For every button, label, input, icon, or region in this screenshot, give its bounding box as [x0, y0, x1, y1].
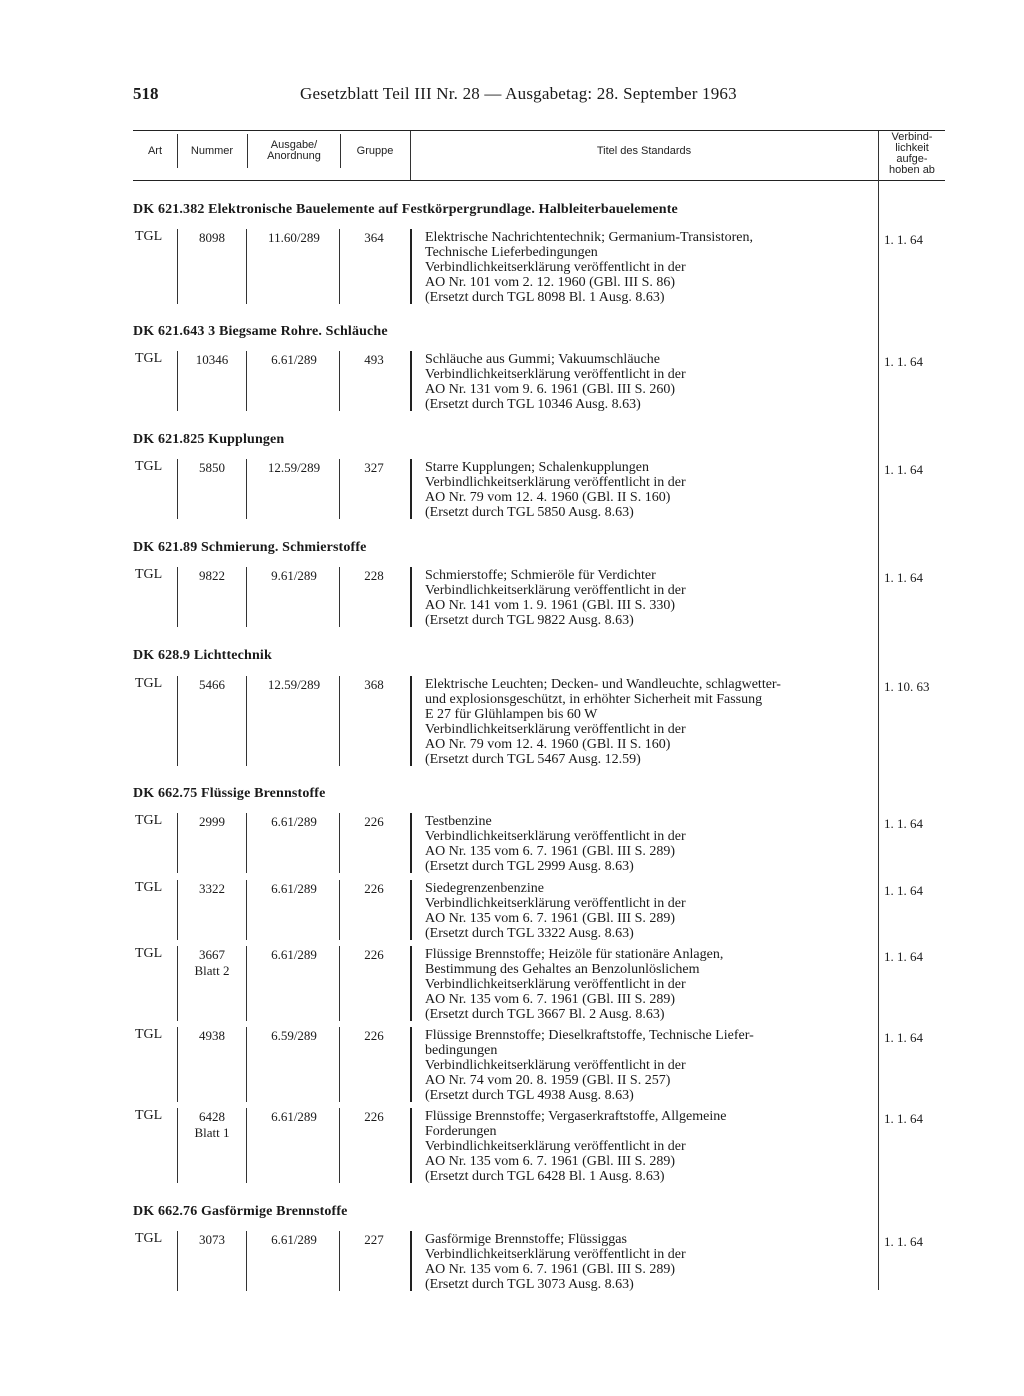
row-gruppe: 227 — [364, 1232, 384, 1247]
column-separator — [339, 351, 340, 411]
row-nummer-line: 9822 — [199, 568, 225, 583]
row-date: 1. 1. 64 — [884, 354, 923, 369]
row-nummer-line: 4938 — [199, 1028, 225, 1043]
row-nummer-line: 8098 — [199, 230, 225, 245]
row-date: 1. 1. 64 — [884, 883, 923, 898]
header-gruppe: Gruppe — [356, 145, 394, 157]
column-separator — [410, 676, 412, 766]
row-title-line: Testbenzine — [425, 814, 492, 829]
section-heading: DK 662.76 Gasförmige Brennstoffe — [133, 1204, 348, 1219]
row-title-line: (Ersetzt durch TGL 3667 Bl. 2 Ausg. 8.63) — [425, 1007, 665, 1022]
row-art: TGL — [135, 676, 163, 691]
row-title-line: Verbindlichkeitserklärung veröffentlicht in der — [425, 1058, 686, 1073]
column-separator — [410, 351, 412, 411]
row-title-line: Flüssige Brennstoffe; Heizöle für stationäre Anlagen, — [425, 947, 724, 962]
row-ausgabe: 11.60/289 — [268, 230, 320, 245]
row-nummer-line: 6428 — [199, 1109, 225, 1124]
table-top-rule — [133, 130, 945, 131]
row-title-line: (Ersetzt durch TGL 6428 Bl. 1 Ausg. 8.63) — [425, 1169, 665, 1184]
section-heading: DK 628.9 Lichttechnik — [133, 648, 272, 663]
row-art: TGL — [135, 229, 163, 244]
row-gruppe: 226 — [364, 814, 384, 829]
row-gruppe: 493 — [364, 352, 384, 367]
row-art: TGL — [135, 567, 163, 582]
column-separator — [246, 1108, 247, 1183]
column-separator — [177, 946, 178, 1021]
row-nummer — [178, 352, 246, 368]
row-title-line: AO Nr. 135 vom 6. 7. 1961 (GBl. III S. 289) — [425, 992, 676, 1007]
row-art: TGL — [135, 880, 163, 895]
row-title-line: (Ersetzt durch TGL 3073 Ausg. 8.63) — [425, 1277, 634, 1292]
row-art: TGL — [135, 351, 163, 366]
column-separator — [246, 459, 247, 519]
row-art: TGL — [135, 813, 163, 828]
column-separator — [246, 351, 247, 411]
column-separator — [410, 880, 412, 940]
row-nummer — [178, 677, 246, 693]
row-gruppe: 226 — [364, 1109, 384, 1124]
row-title-line: Verbindlichkeitserklärung veröffentlicht in der — [425, 829, 686, 844]
column-separator — [246, 1027, 247, 1102]
page-number: 518 — [133, 84, 159, 103]
column-separator — [339, 229, 340, 304]
row-title — [425, 947, 870, 1022]
row-title-line: Verbindlichkeitserklärung veröffentlicht in der — [425, 722, 686, 737]
row-title-line: AO Nr. 74 vom 20. 8. 1959 (GBl. II S. 257) — [425, 1073, 671, 1088]
column-separator — [177, 459, 178, 519]
column-separator — [177, 1108, 178, 1183]
row-gruppe: 226 — [364, 1028, 384, 1043]
section-heading: DK 662.75 Flüssige Brennstoffe — [133, 786, 326, 801]
row-gruppe: 226 — [364, 947, 384, 962]
section-heading: DK 621.382 Elektronische Bauelemente auf Festkörpergrundlage. Halbleiterbauelemente — [133, 202, 678, 217]
row-ausgabe: 6.61/289 — [271, 814, 317, 829]
row-nummer — [178, 460, 246, 476]
row-title-line: Elektrische Nachrichtentechnik; Germanium-Transistoren, — [425, 230, 753, 245]
section-heading: DK 621.643 3 Biegsame Rohre. Schläuche — [133, 324, 388, 339]
row-date: 1. 10. 63 — [884, 679, 930, 694]
header-ausgabe-line-1: Ausgabe/ — [270, 139, 318, 151]
row-date: 1. 1. 64 — [884, 570, 923, 585]
row-title-line: (Ersetzt durch TGL 8098 Bl. 1 Ausg. 8.63) — [425, 290, 665, 305]
column-separator — [246, 229, 247, 304]
row-art: TGL — [135, 946, 163, 961]
column-separator — [410, 1027, 412, 1102]
row-ausgabe: 6.61/289 — [271, 947, 317, 962]
row-date: 1. 1. 64 — [884, 816, 923, 831]
column-separator — [177, 676, 178, 766]
column-separator — [410, 459, 412, 519]
row-title-line: (Ersetzt durch TGL 4938 Ausg. 8.63) — [425, 1088, 634, 1103]
row-date: 1. 1. 64 — [884, 949, 923, 964]
row-ausgabe: 6.59/289 — [271, 1028, 317, 1043]
row-title-line: Flüssige Brennstoffe; Vergaserkraftstoffe, Allgemeine — [425, 1109, 727, 1124]
row-title-line: Technische Lieferbedingungen — [425, 245, 598, 260]
column-separator — [339, 1108, 340, 1183]
header-verbindlichkeit-line-2: lichkeit — [895, 142, 929, 154]
row-title-line: AO Nr. 131 vom 9. 6. 1961 (GBl. III S. 260) — [425, 382, 676, 397]
column-separator — [339, 1231, 340, 1291]
row-title — [425, 881, 870, 941]
row-title-line: Schläuche aus Gummi; Vakuumschläuche — [425, 352, 660, 367]
row-title-line: Gasförmige Brennstoffe; Flüssiggas — [425, 1232, 627, 1247]
column-separator — [339, 1027, 340, 1102]
table-header-rule — [133, 180, 945, 181]
row-title-line: Bestimmung des Gehaltes an Benzolunlöslichem — [425, 962, 700, 977]
header-verbindlichkeit-line-3: aufge- — [896, 153, 928, 165]
header-nummer: Nummer — [190, 145, 234, 157]
column-separator — [339, 567, 340, 627]
row-date: 1. 1. 64 — [884, 462, 923, 477]
row-art: TGL — [135, 459, 163, 474]
row-title — [425, 568, 870, 628]
column-separator — [177, 567, 178, 627]
row-date: 1. 1. 64 — [884, 1234, 923, 1249]
row-title — [425, 1232, 870, 1292]
row-ausgabe: 6.61/289 — [271, 1232, 317, 1247]
row-nummer — [178, 230, 246, 246]
row-nummer-line: 10346 — [195, 352, 229, 367]
row-ausgabe: 12.59/289 — [267, 677, 321, 692]
row-ausgabe: 6.61/289 — [271, 881, 317, 896]
row-title-line: Forderungen — [425, 1124, 497, 1139]
header-verbindlichkeit-line-1: Verbind- — [891, 131, 933, 143]
row-title — [425, 230, 870, 305]
row-title-line: AO Nr. 101 vom 2. 12. 1960 (GBl. III S. 86) — [425, 275, 676, 290]
row-title-line: AO Nr. 135 vom 6. 7. 1961 (GBl. III S. 289) — [425, 1154, 676, 1169]
column-separator — [339, 880, 340, 940]
row-gruppe: 226 — [364, 881, 384, 896]
row-nummer-line: Blatt 2 — [194, 963, 230, 978]
row-date: 1. 1. 64 — [884, 1030, 923, 1045]
row-title-line: Elektrische Leuchten; Decken- und Wandleuchte, schlagwetter- — [425, 677, 781, 692]
header-verbindlichkeit-line-4: hoben ab — [889, 164, 935, 176]
column-separator — [246, 567, 247, 627]
row-ausgabe: 9.61/289 — [271, 568, 317, 583]
row-title-line: (Ersetzt durch TGL 9822 Ausg. 8.63) — [425, 613, 634, 628]
row-nummer — [178, 568, 246, 584]
row-title — [425, 677, 870, 767]
header-ausgabe — [248, 140, 340, 162]
row-ausgabe: 6.61/289 — [271, 1109, 317, 1124]
row-nummer-line: 2999 — [199, 814, 225, 829]
row-title-line: Verbindlichkeitserklärung veröffentlicht in der — [425, 260, 686, 275]
row-ausgabe: 6.61/289 — [271, 352, 317, 367]
row-gruppe: 228 — [364, 568, 384, 583]
section-heading: DK 621.89 Schmierung. Schmierstoffe — [133, 540, 367, 555]
row-title-line: Siedegrenzenbenzine — [425, 881, 544, 896]
row-title — [425, 1109, 870, 1184]
row-title-line: Verbindlichkeitserklärung veröffentlicht in der — [425, 583, 686, 598]
row-title-line: AO Nr. 135 vom 6. 7. 1961 (GBl. III S. 289) — [425, 1262, 676, 1277]
column-separator — [339, 459, 340, 519]
column-separator — [410, 813, 412, 873]
running-head: Gesetzblatt Teil III Nr. 28 — Ausgabetag: 28. September 1963 — [300, 84, 737, 103]
row-nummer — [178, 881, 246, 897]
column-separator — [246, 813, 247, 873]
row-title-line: AO Nr. 79 vom 12. 4. 1960 (GBl. II S. 160) — [425, 490, 671, 505]
column-separator — [410, 946, 412, 1021]
row-title-line: Verbindlichkeitserklärung veröffentlicht in der — [425, 977, 686, 992]
column-separator — [410, 567, 412, 627]
row-title-line: Verbindlichkeitserklärung veröffentlicht in der — [425, 475, 686, 490]
row-nummer-line: 3667 — [199, 947, 225, 962]
row-title-line: AO Nr. 79 vom 12. 4. 1960 (GBl. II S. 160) — [425, 737, 671, 752]
column-separator — [339, 813, 340, 873]
row-title-line: (Ersetzt durch TGL 3322 Ausg. 8.63) — [425, 926, 634, 941]
row-title-line: AO Nr. 141 vom 1. 9. 1961 (GBl. III S. 330) — [425, 598, 676, 613]
column-separator — [410, 229, 412, 304]
row-gruppe: 327 — [364, 460, 384, 475]
row-gruppe: 368 — [364, 677, 384, 692]
row-title-line: Schmierstoffe; Schmieröle für Verdichter — [425, 568, 656, 583]
column-separator — [410, 1108, 412, 1183]
column-separator — [246, 1231, 247, 1291]
row-title — [425, 814, 870, 874]
column-separator — [339, 946, 340, 1021]
header-titel: Titel des Standards — [596, 145, 692, 157]
row-art: TGL — [135, 1027, 163, 1042]
row-date: 1. 1. 64 — [884, 232, 923, 247]
header-art: Art — [147, 145, 163, 157]
column-separator — [177, 1231, 178, 1291]
row-nummer-line: Blatt 1 — [194, 1125, 230, 1140]
column-separator — [177, 229, 178, 304]
row-title-line: E 27 für Glühlampen bis 60 W — [425, 707, 598, 722]
row-title-line: Flüssige Brennstoffe; Dieselkraftstoffe, Technische Liefer- — [425, 1028, 754, 1043]
row-title-line: Verbindlichkeitserklärung veröffentlicht in der — [425, 367, 686, 382]
row-nummer-line: 5466 — [199, 677, 225, 692]
row-gruppe: 364 — [364, 230, 384, 245]
row-title-line: AO Nr. 135 vom 6. 7. 1961 (GBl. III S. 289) — [425, 844, 676, 859]
row-nummer-line: 3322 — [199, 881, 225, 896]
column-separator — [339, 676, 340, 766]
column-separator — [246, 880, 247, 940]
row-title-line: Verbindlichkeitserklärung veröffentlicht in der — [425, 896, 686, 911]
header-verbindlichkeit — [879, 132, 945, 176]
row-art: TGL — [135, 1108, 163, 1123]
row-title-line: Verbindlichkeitserklärung veröffentlicht in der — [425, 1247, 686, 1262]
row-art: TGL — [135, 1231, 163, 1246]
row-title-line: (Ersetzt durch TGL 5850 Ausg. 8.63) — [425, 505, 634, 520]
column-separator — [177, 1027, 178, 1102]
row-date: 1. 1. 64 — [884, 1111, 923, 1126]
row-title-line: und explosionsgeschützt, in erhöhter Sicherheit mit Fassung — [425, 692, 763, 707]
column-separator — [246, 676, 247, 766]
row-title-line: (Ersetzt durch TGL 5467 Ausg. 12.59) — [425, 752, 641, 767]
date-column-rule — [878, 180, 879, 1290]
column-separator — [246, 946, 247, 1021]
section-heading: DK 621.825 Kupplungen — [133, 432, 285, 447]
row-title-line: Starre Kupplungen; Schalenkupplungen — [425, 460, 649, 475]
row-nummer-line: 5850 — [199, 460, 225, 475]
row-nummer — [178, 814, 246, 830]
row-nummer — [178, 1232, 246, 1248]
row-title — [425, 352, 870, 412]
column-separator — [177, 351, 178, 411]
row-ausgabe: 12.59/289 — [267, 460, 321, 475]
row-title-line: AO Nr. 135 vom 6. 7. 1961 (GBl. III S. 289) — [425, 911, 676, 926]
row-nummer — [178, 1028, 246, 1044]
row-nummer-line: 3073 — [199, 1232, 225, 1247]
column-separator — [410, 1231, 412, 1291]
row-title — [425, 1028, 870, 1103]
row-title — [425, 460, 870, 520]
column-separator — [177, 813, 178, 873]
header-ausgabe-line-2: Anordnung — [267, 150, 321, 162]
column-separator — [177, 880, 178, 940]
row-title-line: bedingungen — [425, 1043, 498, 1058]
row-nummer — [178, 1109, 246, 1141]
row-title-line: Verbindlichkeitserklärung veröffentlicht in der — [425, 1139, 686, 1154]
row-title-line: (Ersetzt durch TGL 10346 Ausg. 8.63) — [425, 397, 641, 412]
row-title-line: (Ersetzt durch TGL 2999 Ausg. 8.63) — [425, 859, 634, 874]
row-nummer — [178, 947, 246, 979]
